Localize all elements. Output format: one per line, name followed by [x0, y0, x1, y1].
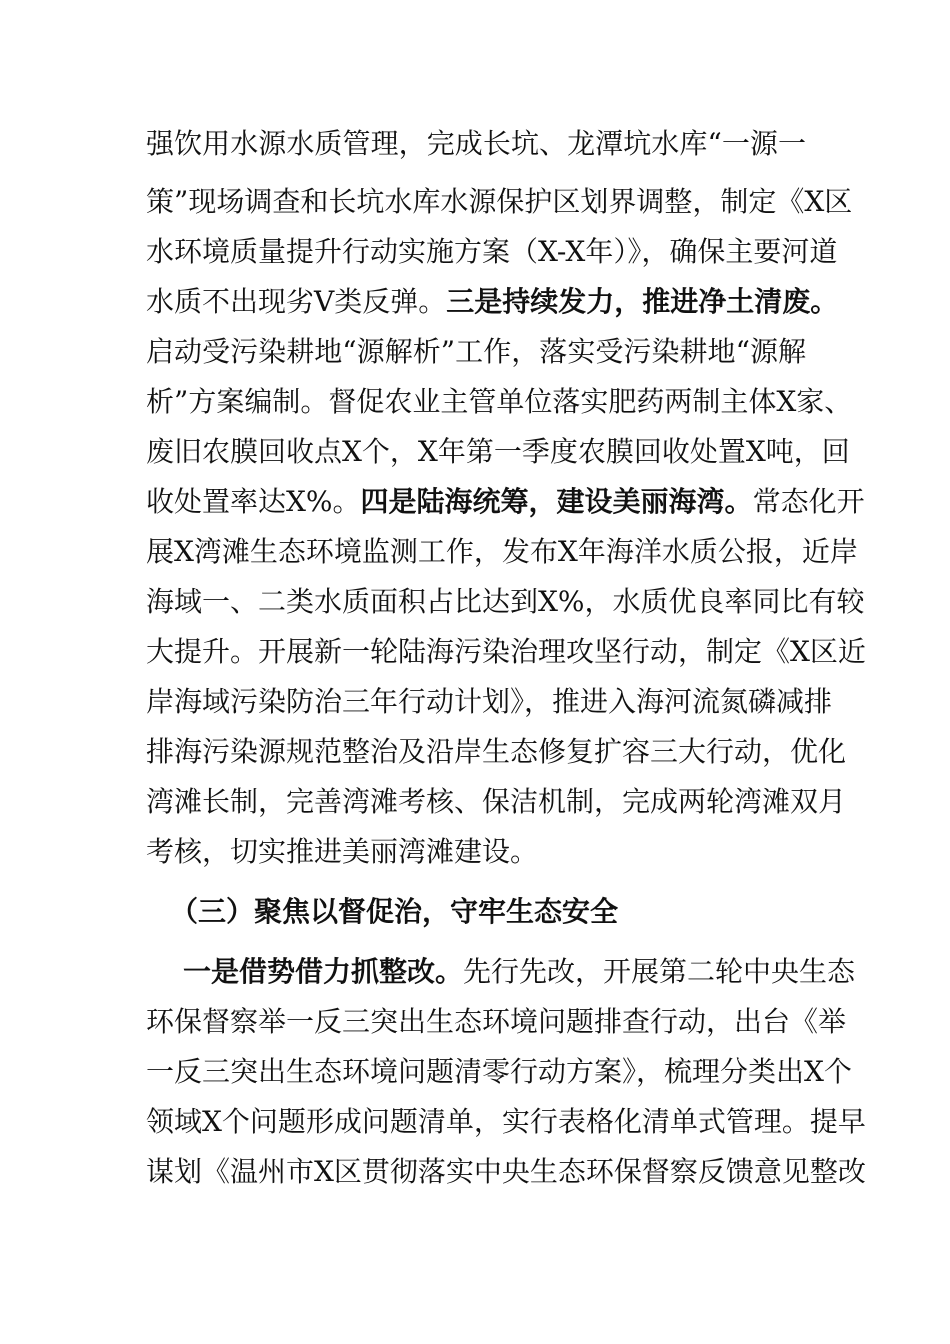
text-line: 策”现场调查和长坑水库水源保护区划界调整，制定《X区 [146, 185, 853, 218]
text-run: 水质不出现劣Ⅴ类反弹。 [146, 285, 447, 318]
text-line: 湾滩长制，完善湾滩考核、保洁机制，完成两轮湾滩双月 [146, 785, 847, 818]
text-line: 废旧农膜回收点X个，X年第一季度农膜回收处置X吨，回 [146, 435, 850, 468]
text-line [146, 282, 839, 322]
bold-subheading: 四是陆海统筹，建设美丽海湾。 [360, 485, 753, 518]
text-line [146, 482, 865, 522]
text-line: 环保督察举一反三突出生态环境问题排查行动，出台《举 [146, 1005, 847, 1038]
text-line: 岸海域污染防治三年行动计划》，推进入海河流氮磷减排 [146, 685, 833, 718]
section-heading: （三）聚焦以督促治，守牢生态安全 [170, 895, 619, 928]
text-line: 谋划《温州市X区贯彻落实中央生态环保督察反馈意见整改 [146, 1155, 866, 1188]
text-line: 海域一、二类水质面积占比达到X%，水质优良率同比有较 [146, 585, 865, 618]
text-line: 展X湾滩生态环境监测工作，发布X年海洋水质公报，近岸 [146, 535, 858, 568]
text-line [183, 952, 856, 992]
text-line: 强饮用水源水质管理，完成长坑、龙潭坑水库“一源一 [146, 127, 806, 160]
text-line: 大提升。开展新一轮陆海污染治理攻坚行动，制定《X区近 [146, 635, 866, 668]
text-line: 排海污染源规范整治及沿岸生态修复扩容三大行动，优化 [146, 735, 847, 768]
text-line: 领域X个问题形成问题清单，实行表格化清单式管理。提早 [146, 1105, 866, 1138]
text-line: 考核，切实推进美丽湾滩建设。 [146, 835, 539, 868]
text-line: 启动受污染耕地“源解析”工作，落实受污染耕地“源解 [146, 335, 806, 368]
text-run: 先行先改，开展第二轮中央生态 [463, 955, 856, 988]
text-line: 水环境质量提升行动实施方案（X-X年）》，确保主要河道 [146, 235, 838, 268]
text-run: 收处置率达X%。 [146, 485, 361, 518]
text-run: 常态化开 [752, 485, 865, 518]
bold-subheading: 一是借势借力抓整改。 [183, 955, 464, 988]
text-line: 析”方案编制。督促农业主管单位落实肥药两制主体X家、 [146, 385, 853, 418]
text-line: 一反三突出生态环境问题清零行动方案》，梳理分类出X个 [146, 1055, 852, 1088]
bold-subheading: 三是持续发力，推进净土清废。 [446, 285, 839, 318]
